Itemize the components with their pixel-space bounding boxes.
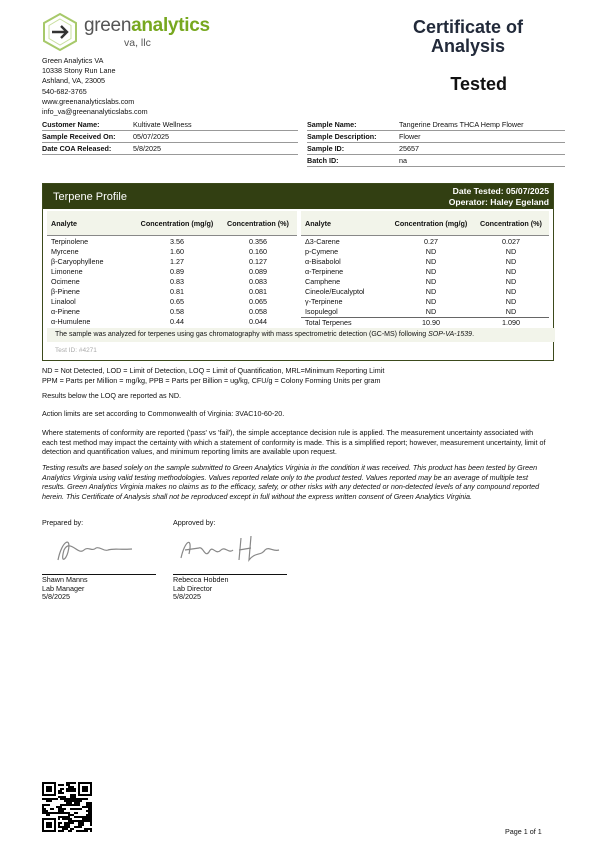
cell-mg-g: ND [425, 297, 437, 307]
table-row [301, 286, 549, 296]
cell-analyte: γ-Terpinene [305, 297, 343, 307]
abbreviation-legend [42, 366, 547, 385]
test-metadata [449, 186, 549, 208]
cell-percent: 0.081 [249, 287, 267, 297]
cell-percent: 0.083 [249, 276, 267, 286]
customer-info [42, 119, 298, 155]
col-analyte: Analyte [301, 211, 389, 236]
company-logo [40, 10, 210, 54]
info-row [307, 155, 565, 167]
cell-mg-g: 0.81 [170, 287, 184, 297]
cell-analyte: Ocimene [51, 276, 80, 286]
cell-percent: ND [505, 246, 517, 256]
cell-mg-g: 1.60 [170, 246, 184, 256]
approved-by-details [173, 576, 229, 602]
cell-mg-g: ND [425, 266, 437, 276]
company-street: 10338 Stony Run Lane [42, 66, 116, 76]
col-analyte: Analyte [47, 211, 135, 236]
approved-role: Lab Director [173, 583, 213, 593]
page-number: Page 1 of 1 [505, 827, 542, 836]
logo-wordmark: greenanalytics [84, 15, 210, 36]
table-row [301, 246, 549, 256]
cell-analyte: α-Pinene [51, 307, 80, 317]
prepared-signature [50, 530, 150, 568]
cell-percent: ND [505, 256, 517, 266]
cell-percent: ND [505, 266, 517, 276]
info-key: Sample Description: [307, 132, 377, 141]
cell-mg-g: 0.89 [170, 266, 184, 276]
company-website[interactable]: www.greenanalyticslabs.com [42, 96, 135, 106]
company-address [42, 56, 148, 117]
table-row [301, 276, 549, 286]
sample-info [307, 119, 565, 167]
terpene-profile-panel [42, 183, 554, 361]
table-row [301, 266, 549, 276]
logo-hexagon-icon [40, 12, 80, 52]
company-phone: 540-682-3765 [42, 86, 87, 96]
prepared-date: 5/8/2025 [42, 592, 70, 601]
cell-analyte: Linalool [51, 297, 76, 307]
info-value: 05/07/2025 [133, 132, 169, 141]
cell-mg-g: ND [425, 256, 437, 266]
total-row [301, 317, 549, 328]
conformity-statement: Where statements of conformity are reported ('pass' vs 'fail'), the simple acceptance decision rule is applied. The measurement uncertainty associated with each test method may impact the certainty with which a statement of conformity is made. This is a simplified report; however, measurement uncertainty, limit of detection and quantification values, and minimum reporting limits are available upon request. [42, 428, 546, 456]
company-email[interactable]: info_va@greenanalyticslabs.com [42, 107, 148, 117]
cell-analyte: Cineole/Eucalyptol [305, 287, 365, 297]
info-value: na [399, 156, 407, 165]
cell-percent: 0.160 [249, 246, 267, 256]
panel-title: Terpene Profile [53, 191, 127, 203]
legend-line-1: ND = Not Detected, LOD = Limit of Detection, LOQ = Limit of Quantification, MRL=Minimum Reporting Limit [42, 366, 385, 375]
table-row [47, 276, 297, 286]
cell-mg-g: 0.58 [170, 307, 184, 317]
cell-mg-g: ND [425, 246, 437, 256]
cell-percent: ND [505, 276, 517, 286]
col-mg-g: Concentration (mg/g) [135, 211, 219, 236]
info-row [42, 143, 298, 155]
loq-note: Results below the LOQ are reported as ND. [42, 391, 182, 400]
cell-mg-g: ND [425, 276, 437, 286]
test-id: Test ID: #4271 [55, 347, 97, 354]
col-mg-g: Concentration (mg/g) [389, 211, 473, 236]
table-row [301, 297, 549, 307]
cell-analyte: Limonene [51, 266, 83, 276]
cell-percent: 0.089 [249, 266, 267, 276]
method-sop: SOP-VA-1539 [428, 331, 473, 338]
disclaimer: Testing results are based solely on the sample submitted to Green Analytics Virginia in the condition it was received. This product has been tested by Green Analytics Virginia using valid testing methodologies. Values reported relate only to the product tested. Values reported may be an average of multiple test results. Green Analytics Virginia makes no claims as to the efficacy, safety, or other risks with any detected or non-detected levels of any compound reported herein. This Certificate of Analysis shall not be reproduced except in full without the express written consent of Green Analytics Virginia. [42, 463, 540, 501]
company-name: Green Analytics VA [42, 56, 104, 65]
table-row [301, 307, 549, 318]
cell-analyte: α-Terpinene [305, 266, 344, 276]
info-row [307, 143, 565, 155]
table-header-row [301, 211, 549, 236]
info-key: Batch ID: [307, 156, 339, 165]
method-note: The sample was analyzed for terpenes using gas chromatography with mass spectrometric detection (GC-MS) following SOP-VA-1539. [47, 328, 555, 342]
cell-analyte: α-Bisabolol [305, 256, 341, 266]
table-row [301, 236, 549, 247]
cell-analyte: Myrcene [51, 246, 79, 256]
cell-analyte: β-Pinene [51, 287, 80, 297]
col-percent: Concentration (%) [473, 211, 549, 236]
cell-percent: 0.058 [249, 307, 267, 317]
cell-analyte: Terpinolene [51, 236, 89, 246]
info-key: Date COA Released: [42, 144, 112, 153]
info-key: Customer Name: [42, 120, 100, 129]
cell-percent: 0.356 [249, 236, 267, 246]
approved-by-label: Approved by: [173, 518, 216, 527]
info-row [42, 131, 298, 143]
approved-date: 5/8/2025 [173, 592, 201, 601]
prepared-by-label: Prepared by: [42, 518, 84, 527]
terpene-table-left [47, 211, 297, 327]
approved-name: Rebecca Hobden [173, 575, 229, 584]
cell-analyte: α-Humulene [51, 317, 91, 327]
cell-percent: ND [505, 287, 517, 297]
info-value: 25657 [399, 144, 419, 153]
info-value: Tangerine Dreams THCA Hemp Flower [399, 120, 524, 129]
total-label: Total Terpenes [305, 318, 352, 328]
table-row [47, 246, 297, 256]
cell-mg-g: 0.44 [170, 317, 184, 327]
prepared-name: Shawn Manns [42, 575, 88, 584]
info-value: Kultivate Wellness [133, 120, 192, 129]
qr-code-icon[interactable] [42, 782, 92, 832]
operator: Operator: Haley Egeland [448, 197, 549, 207]
col-percent: Concentration (%) [219, 211, 297, 236]
table-row [47, 307, 297, 317]
terpene-table-right [301, 211, 549, 328]
info-row [307, 131, 565, 143]
method-note-text: The sample was analyzed for terpenes using gas chromatography with mass spectrometric detection (GC-MS) following [55, 331, 429, 338]
date-tested: Date Tested: 05/07/2025 [452, 186, 549, 196]
prepared-by-details [42, 576, 88, 602]
info-value: Flower [399, 132, 421, 141]
total-value: 10.90 [422, 318, 440, 328]
cell-mg-g: 0.83 [170, 276, 184, 286]
table-row [47, 266, 297, 276]
legend-line-2: PPM = Parts per Million = mg/kg, PPB = Parts per Billion = ug/kg, CFU/g = Colony Forming Units per gram [42, 375, 381, 385]
info-row [307, 119, 565, 131]
cell-mg-g: ND [425, 307, 437, 317]
table-row [47, 297, 297, 307]
cell-mg-g: 0.65 [170, 297, 184, 307]
cell-percent: 0.027 [502, 236, 520, 246]
prepared-role: Lab Manager [42, 583, 85, 593]
info-row [42, 119, 298, 131]
action-limits-note: Action limits are set according to Commonwealth of Virginia: 3VAC10-60-20. [42, 409, 285, 418]
table-header-row [47, 211, 297, 236]
cell-analyte: Δ3-Carene [305, 236, 340, 246]
total-value: 1.090 [502, 318, 520, 328]
table-row [301, 256, 549, 266]
panel-header [43, 184, 553, 209]
cell-percent: 0.127 [249, 256, 267, 266]
approved-signature [175, 528, 285, 568]
cell-analyte: β-Caryophyllene [51, 256, 104, 266]
document-title: Certificate of Analysis [412, 17, 524, 56]
status-label: Tested [450, 74, 507, 94]
cell-percent: 0.044 [249, 317, 267, 327]
table-row [47, 236, 297, 247]
company-city: Ashland, VA, 23005 [42, 76, 106, 86]
table-row [47, 286, 297, 296]
info-key: Sample Received On: [42, 132, 116, 141]
cell-percent: ND [505, 307, 517, 317]
logo-subtitle: va, llc [124, 37, 151, 49]
cell-percent: ND [505, 297, 517, 307]
cell-mg-g: 1.27 [170, 256, 184, 266]
cell-percent: 0.065 [249, 297, 267, 307]
table-row [47, 256, 297, 266]
table-row [47, 317, 297, 327]
cell-analyte: Isopulegol [305, 307, 338, 317]
info-value: 5/8/2025 [133, 144, 161, 153]
cell-mg-g: 0.27 [424, 236, 438, 246]
cell-analyte: p-Cymene [305, 246, 339, 256]
info-key: Sample Name: [307, 120, 357, 129]
cell-analyte: Camphene [305, 276, 341, 286]
cell-mg-g: 3.56 [170, 236, 184, 246]
info-key: Sample ID: [307, 144, 345, 153]
cell-mg-g: ND [425, 287, 437, 297]
